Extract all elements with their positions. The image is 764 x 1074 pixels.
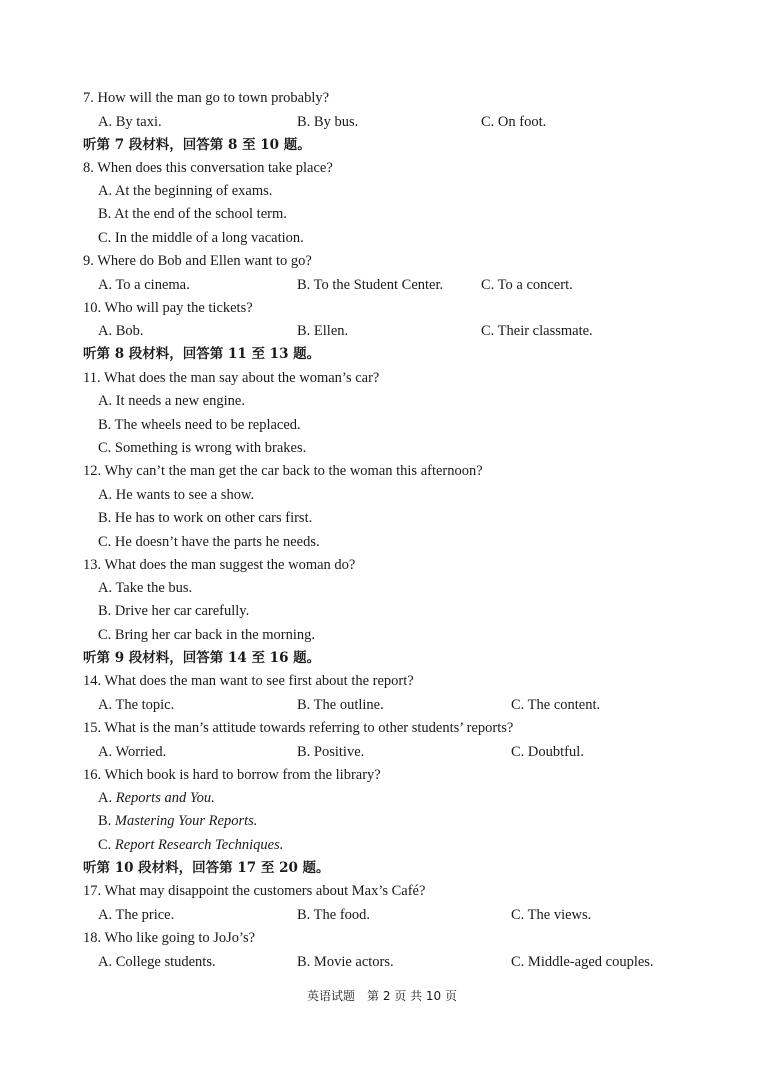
question-7: 7. How will the man go to town probably? bbox=[83, 90, 330, 106]
question-10: 10. Who will pay the tickets? bbox=[83, 300, 253, 316]
question-9: 9. Where do Bob and Ellen want to go? bbox=[83, 253, 312, 269]
section-heading-10: 听第 10 段材料，回答第 17 至 20 题。 bbox=[83, 860, 330, 876]
option-13a: A. Take the bus. bbox=[98, 580, 193, 596]
option-12b: B. He has to work on other cars first. bbox=[98, 510, 313, 526]
option-15c: C. Doubtful. bbox=[511, 744, 584, 760]
option-16a bbox=[98, 789, 215, 807]
question-17: 17. What may disappoint the customers about Max’s Café? bbox=[83, 883, 426, 899]
option-16b bbox=[98, 812, 257, 830]
question-16: 16. Which book is hard to borrow from the library? bbox=[83, 767, 381, 783]
question-14: 14. What does the man want to see first about the report? bbox=[83, 673, 414, 689]
option-14a: A. The topic. bbox=[98, 697, 175, 713]
question-18: 18. Who like going to JoJo’s? bbox=[83, 930, 256, 946]
option-18c: C. Middle-aged couples. bbox=[511, 954, 654, 970]
option-14c: C. The content. bbox=[511, 697, 601, 713]
option-18b: B. Movie actors. bbox=[297, 954, 394, 970]
option-18a: A. College students. bbox=[98, 954, 216, 970]
page-footer: 英语试题 第 2 页 共 10 页 bbox=[307, 989, 457, 1003]
option-9c: C. To a concert. bbox=[481, 277, 573, 293]
option-16c-letter: C. bbox=[98, 837, 112, 853]
option-11b: B. The wheels need to be replaced. bbox=[98, 417, 301, 433]
option-16c-title: Report Research Techniques. bbox=[114, 837, 284, 853]
question-11: 11. What does the man say about the woman’s car? bbox=[83, 370, 380, 386]
option-16c bbox=[98, 836, 283, 854]
question-13: 13. What does the man suggest the woman do? bbox=[83, 557, 356, 573]
option-9a: A. To a cinema. bbox=[98, 277, 190, 293]
option-12a: A. He wants to see a show. bbox=[98, 487, 255, 503]
option-16b-letter: B. bbox=[98, 813, 112, 829]
option-15b: B. Positive. bbox=[297, 744, 365, 760]
option-17b: B. The food. bbox=[297, 907, 371, 923]
question-15: 15. What is the man’s attitude towards referring to other students’ reports? bbox=[83, 720, 514, 736]
option-13b: B. Drive her car carefully. bbox=[98, 603, 250, 619]
option-11a: A. It needs a new engine. bbox=[98, 393, 245, 409]
section-heading-7: 听第 7 段材料，回答第 8 至 10 题。 bbox=[83, 137, 311, 153]
option-12c: C. He doesn’t have the parts he needs. bbox=[98, 534, 320, 550]
option-7b: B. By bus. bbox=[297, 114, 359, 130]
option-7a: A. By taxi. bbox=[98, 114, 162, 130]
option-13c: C. Bring her car back in the morning. bbox=[98, 627, 316, 643]
section-heading-8: 听第 8 段材料，回答第 11 至 13 题。 bbox=[83, 346, 321, 362]
option-8b: B. At the end of the school term. bbox=[98, 206, 287, 222]
option-11c: C. Something is wrong with brakes. bbox=[98, 440, 307, 456]
option-15a: A. Worried. bbox=[98, 744, 167, 760]
option-8c: C. In the middle of a long vacation. bbox=[98, 230, 304, 246]
option-9b: B. To the Student Center. bbox=[297, 277, 444, 293]
option-10a: A. Bob. bbox=[98, 323, 144, 339]
option-10c: C. Their classmate. bbox=[481, 323, 593, 339]
option-17a: A. The price. bbox=[98, 907, 175, 923]
option-16a-title: Reports and You. bbox=[115, 790, 215, 806]
option-8a: A. At the beginning of exams. bbox=[98, 183, 273, 199]
question-12: 12. Why can’t the man get the car back to the woman this afternoon? bbox=[83, 463, 483, 479]
option-14b: B. The outline. bbox=[297, 697, 384, 713]
option-7c: C. On foot. bbox=[481, 114, 547, 130]
question-8: 8. When does this conversation take place? bbox=[83, 160, 333, 176]
option-16a-letter: A. bbox=[98, 790, 113, 806]
section-heading-9: 听第 9 段材料，回答第 14 至 16 题。 bbox=[83, 650, 321, 666]
option-10b: B. Ellen. bbox=[297, 323, 349, 339]
option-16b-title: Mastering Your Reports. bbox=[114, 813, 258, 829]
option-17c: C. The views. bbox=[511, 907, 592, 923]
